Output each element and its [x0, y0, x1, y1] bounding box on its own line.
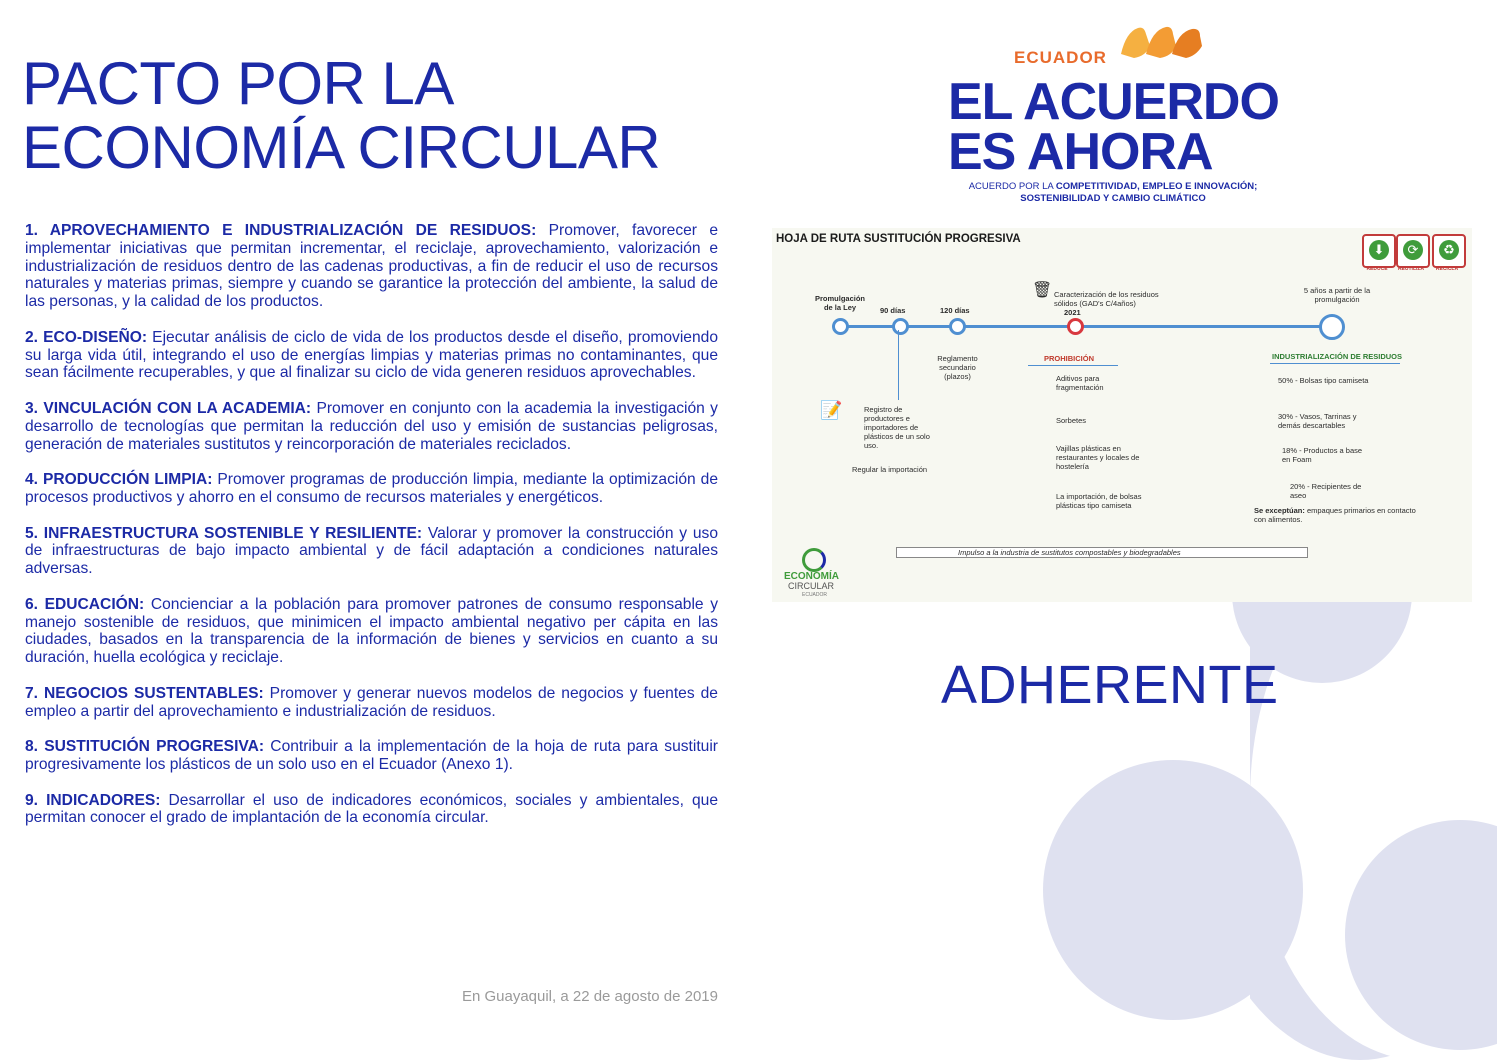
industrializacion-underline	[1270, 363, 1400, 364]
logo-headline-2: ES AHORA	[948, 123, 1213, 181]
eco-logo-3: ECUADOR	[802, 592, 828, 598]
recicla-label: RECICLA	[1435, 266, 1459, 272]
eco-logo-1: ECONOMÍA	[784, 571, 839, 582]
industrializacion-title: INDUSTRIALIZACIÓN DE RESIDUOS	[1272, 352, 1403, 361]
principle-item	[25, 222, 718, 311]
connector-line	[898, 330, 899, 400]
title-line-1: PACTO POR LA	[22, 50, 454, 117]
principle-text: Promover programas de producción limpia, mediante la optimización de procesos productivos y ahorro en el consumo de recursos materiales y energéticos.	[25, 471, 718, 506]
principle-label: 7. NEGOCIOS SUSTENTABLES:	[25, 684, 264, 702]
principle-text: Ejecutar análisis de ciclo de vida de los productos desde el diseño, promoviendo su larga vida útil, integrando el uso de energías limpias y materias primas no contaminantes, que sean fácilmente recuperables, y que al finalizar su ciclo de vida generen residuos aprovechables.	[25, 328, 718, 382]
principle-label: 4. PRODUCCIÓN LIMPIA:	[25, 471, 213, 489]
timeline-node-90	[892, 318, 909, 335]
adherente-label: ADHERENTE	[941, 655, 1279, 715]
registro-text: Registro de productores e importadores de plásticos de un solo uso.	[864, 405, 930, 450]
principle-label: 3. VINCULACIÓN CON LA ACADEMIA:	[25, 399, 312, 417]
principle-item	[25, 400, 718, 453]
principle-item	[25, 738, 718, 774]
timeline-node-120	[949, 318, 966, 335]
timeline-line	[840, 325, 1332, 328]
industrializacion-item: 18% - Productos a base en Foam	[1282, 446, 1363, 464]
reduce-label: REDUCE	[1366, 266, 1388, 272]
timeline-node-5-anos	[1319, 314, 1345, 340]
principle-text: Valorar y promover la construcción y uso de infraestructuras de bajo impacto ambiental y de fácil adaptación a condiciones naturales adversas.	[25, 524, 719, 578]
principle-label: 8. SUSTITUCIÓN PROGRESIVA:	[25, 738, 265, 756]
prohibicion-underline	[1028, 365, 1118, 366]
timeline-node-ley	[832, 318, 849, 335]
title-line-2: ECONOMÍA CIRCULAR	[22, 114, 661, 181]
recicla-icon: ♻	[1439, 240, 1459, 260]
industrializacion-item: 20% - Recipientes de aseo	[1290, 482, 1362, 500]
principle-item	[25, 596, 718, 667]
principle-label: 5. INFRAESTRUCTURA SOSTENIBLE Y RESILIENTE:	[25, 524, 423, 542]
principle-label: 2. ECO-DISEÑO:	[25, 328, 148, 346]
acuerdo-logo	[944, 40, 1289, 210]
logo-subtitle-bold: COMPETITIVIDAD, EMPLEO E INNOVACIÓN;	[1055, 181, 1258, 192]
exceptuan-text: empaques primarios en contacto con alimentos.	[1254, 506, 1416, 524]
principle-item	[25, 792, 718, 828]
milestone-5-anos: 5 años a partir de la promulgación	[1303, 286, 1371, 304]
trash-icon: 🗑	[1032, 282, 1053, 299]
prohibicion-item: La importación, de bolsas plásticas tipo camiseta	[1056, 492, 1142, 510]
hands-icon	[1116, 24, 1206, 64]
industrializacion-item: 50% - Bolsas tipo camiseta	[1278, 376, 1369, 385]
reutiliza-label: REUTILIZA	[1397, 266, 1425, 272]
impulso-text: Impulso a la industria de sustitutos compostables y biodegradables	[958, 548, 1181, 557]
milestone-2021: 2021	[1064, 308, 1081, 317]
principle-label: 9. INDICADORES:	[25, 791, 161, 809]
principle-label: 6. EDUCACIÓN:	[25, 595, 145, 613]
principle-text: Promover y generar nuevos modelos de negocios y fuentes de empleo a partir del aprovechamiento e industrialización de residuos.	[25, 684, 718, 720]
principle-item	[25, 329, 718, 382]
exceptuan-label: Se exceptúan:	[1254, 506, 1305, 515]
prohibicion-item: Aditivos para fragmentación	[1056, 374, 1104, 392]
logo-headline-1: EL ACUERDO	[948, 73, 1279, 131]
timeline-node-2021	[1067, 318, 1084, 335]
logo-country: ECUADOR	[1014, 48, 1107, 67]
roadmap-title: HOJA DE RUTA SUSTITUCIÓN PROGRESIVA	[776, 233, 1021, 245]
principle-text: Desarrollar el uso de indicadores económicos, sociales y ambientales, que permitan conocer el grado de implantación de la economía circular.	[25, 791, 718, 827]
reduce-icon-box	[1362, 234, 1396, 268]
reutiliza-icon: ⟳	[1403, 240, 1423, 260]
document-icon: 📝	[820, 400, 843, 420]
milestone-ley: Promulgación de la Ley	[814, 294, 865, 312]
recycle-ring-icon	[802, 548, 826, 572]
regular-text: Regular la importación	[852, 465, 928, 474]
prohibicion-item: Vajillas plásticas en restaurantes y locales de hostelería	[1056, 444, 1140, 471]
milestone-120-dias: 120 días	[940, 306, 970, 315]
industrializacion-item: 30% - Vasos, Tarrinas y demás descartables	[1278, 412, 1357, 430]
date-footer: En Guayaquil, a 22 de agosto de 2019	[461, 988, 718, 1005]
reduce-icon: ⬇	[1369, 240, 1389, 260]
principle-text: Contribuir a la implementación de la hoja de ruta para sustituir progresivamente los plásticos de un solo uso en el Ecuador (Anexo 1).	[25, 738, 718, 773]
principles-list	[25, 222, 718, 845]
principle-text: Promover, favorecer e implementar iniciativas que permitan incrementar, el reciclaje, aprovechamiento, valorización e industrialización de residuos dentro de las cadenas productivas, a fin de reducir el uso de recursos naturales y materias primas, siempre y cuando se garantice la protección del ambiente, la salud de las personas, y la calidad de los productos.	[25, 222, 718, 311]
prohibicion-title: PROHIBICIÓN	[1044, 354, 1095, 363]
principle-item	[25, 685, 718, 721]
principle-text: Promover en conjunto con la academia la investigación y desarrollo de tecnologías que permitan la reducción del uso y emisión de sustancias peligrosas, generación de materiales sustitutos y reincorporación de materiales reciclados.	[25, 399, 718, 453]
principle-text: Concienciar a la población para promover patrones de consumo responsable y manejo sostenible de residuos, que minimicen el impacto ambiental negativo per cápita en las ciudades, basados en la transparencia de la información de bienes y servicios en cuanto a su duración, huella ecológica y reciclaje.	[25, 595, 718, 667]
page-title	[22, 52, 742, 180]
milestone-90-dias: 90 días	[880, 306, 906, 315]
milestone-caracterizacion: Caracterización de los residuos sólidos (GAD's C/4años)	[1054, 290, 1159, 308]
prohibicion-item: Sorbetes	[1056, 416, 1087, 425]
recicla-icon-box	[1432, 234, 1466, 268]
logo-subtitle-1	[948, 181, 1278, 192]
principle-label: 1. APROVECHAMIENTO E INDUSTRIALIZACIÓN DE RESIDUOS:	[25, 222, 537, 239]
economia-circular-logo	[784, 548, 844, 598]
reglamento-text: Reglamento secundario (plazos)	[937, 354, 978, 381]
logo-subtitle-prefix: ACUERDO POR LA	[968, 181, 1056, 192]
principle-item	[25, 525, 718, 578]
roadmap-infographic	[772, 228, 1472, 602]
logo-subtitle-2: SOSTENIBILIDAD Y CAMBIO CLIMÁTICO	[1020, 193, 1206, 204]
principle-item	[25, 471, 718, 507]
reutiliza-icon-box	[1396, 234, 1430, 268]
exceptuan-note	[1254, 506, 1424, 524]
eco-logo-2: CIRCULAR	[788, 581, 835, 591]
